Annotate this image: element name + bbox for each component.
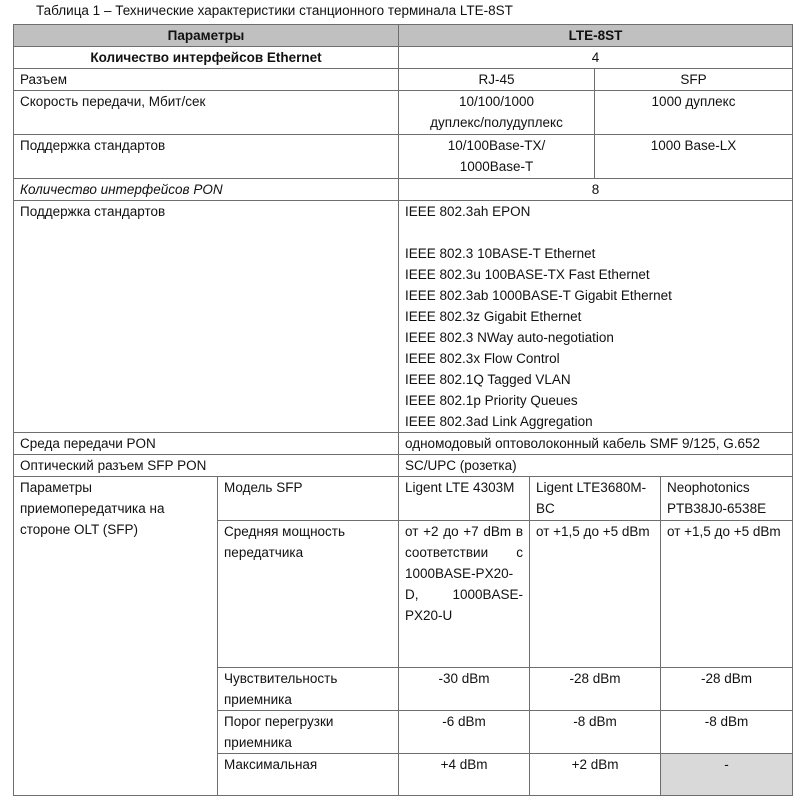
header-row [14,25,793,47]
table-row [14,477,793,521]
pon-standards-list [399,201,793,433]
rx-sensitivity-2: -28 dBm [530,668,661,711]
rx-sensitivity-3: -28 dBm [661,668,793,711]
ethernet-section-label: Количество интерфейсов Ethernet [14,47,399,69]
transceiver-row-label: Порог перегрузки приемника [218,711,399,754]
rx-sensitivity-1: -30 dBm [399,668,530,711]
standard-item: IEEE 802.3ah EPON [405,204,531,219]
ethernet-connector-rj45: RJ-45 [399,69,595,91]
standard-item: IEEE 802.3ab 1000BASE-T Gigabit Ethernet [405,288,672,303]
table-row [14,91,793,135]
rx-overload-1: -6 dBm [399,711,530,754]
standard-item: IEEE 802.3x Flow Control [405,351,560,366]
pon-medium-label: Среда передачи PON [14,433,399,455]
table-row [14,179,793,201]
sfp-model-3: Neophotonics PTB38J0-6538E [661,477,793,521]
standard-item: IEEE 802.3ad Link Aggregation [405,414,593,429]
max-value-3: - [661,754,793,796]
spacer [405,222,786,243]
ethernet-standards-sfp: 1000 Base-LX [595,135,793,179]
tx-power-3: от +1,5 до +5 dBm [661,521,793,668]
spec-table [13,24,793,796]
max-value-2: +2 dBm [530,754,661,796]
sfp-model-1: Ligent LTE 4303M [399,477,530,521]
transceiver-row-label: Средняя мощность передатчика [218,521,399,668]
ethernet-standards-label: Поддержка стандартов [14,135,399,179]
standards-rj45-line1: 10/100Base-TX/ [447,138,546,153]
pon-section-label: Количество интерфейсов PON [14,179,399,201]
pon-connector-label: Оптический разъем SFP PON [14,455,399,477]
table-row [14,433,793,455]
transceiver-row-label: Максимальная [218,754,399,796]
tx-power-1: от +2 до +7 dBm в соответствии с 1000BASE-PX20-D, 1000BASE-PX20-U [399,521,530,668]
ethernet-connector-sfp: SFP [595,69,793,91]
transceiver-row-label: Модель SFP [218,477,399,521]
standard-item: IEEE 802.1Q Tagged VLAN [405,372,571,387]
pon-connector-value: SC/UPC (розетка) [399,455,793,477]
tx-power-2: от +1,5 до +5 dBm [530,521,661,668]
speed-rj45-line1: 10/100/1000 [458,94,535,109]
standard-item: IEEE 802.3u 100BASE-TX Fast Ethernet [405,267,650,282]
transceiver-row-label: Чувствительность приемника [218,668,399,711]
ethernet-speed-rj45 [399,91,595,135]
standard-item: IEEE 802.1p Priority Queues [405,393,578,408]
rx-overload-2: -8 dBm [530,711,661,754]
max-value-1: +4 dBm [399,754,530,796]
speed-rj45-line2: дуплекс/полудуплекс [430,115,563,130]
header-params: Параметры [14,25,399,47]
sfp-model-2: Ligent LTE3680M-BC [530,477,661,521]
standard-item: IEEE 802.3z Gigabit Ethernet [405,309,582,324]
table-row [14,135,793,179]
ethernet-connector-label: Разъем [14,69,399,91]
standards-rj45-line2: 1000Base-T [459,159,534,174]
pon-standards-label: Поддержка стандартов [14,201,399,433]
table-row [14,455,793,477]
ethernet-count: 4 [399,47,793,69]
table-caption: Таблица 1 – Технические характеристики станционного терминала LTE-8ST [36,3,513,18]
pon-medium-value: одномодовый оптоволоконный кабель SMF 9/125, G.652 [399,433,793,455]
header-device: LTE-8ST [399,25,793,47]
standard-item: IEEE 802.3 10BASE-T Ethernet [405,246,596,261]
ethernet-speed-label: Скорость передачи, Мбит/сек [14,91,399,135]
pon-count: 8 [399,179,793,201]
table-row [14,201,793,433]
transceiver-group-label: Параметры приемопередатчика на стороне OLT (SFP) [14,477,218,796]
ethernet-standards-rj45 [399,135,595,179]
ethernet-speed-sfp: 1000 дуплекс [595,91,793,135]
table-row [14,47,793,69]
rx-overload-3: -8 dBm [661,711,793,754]
standard-item: IEEE 802.3 NWay auto-negotiation [405,330,614,345]
table-row [14,69,793,91]
